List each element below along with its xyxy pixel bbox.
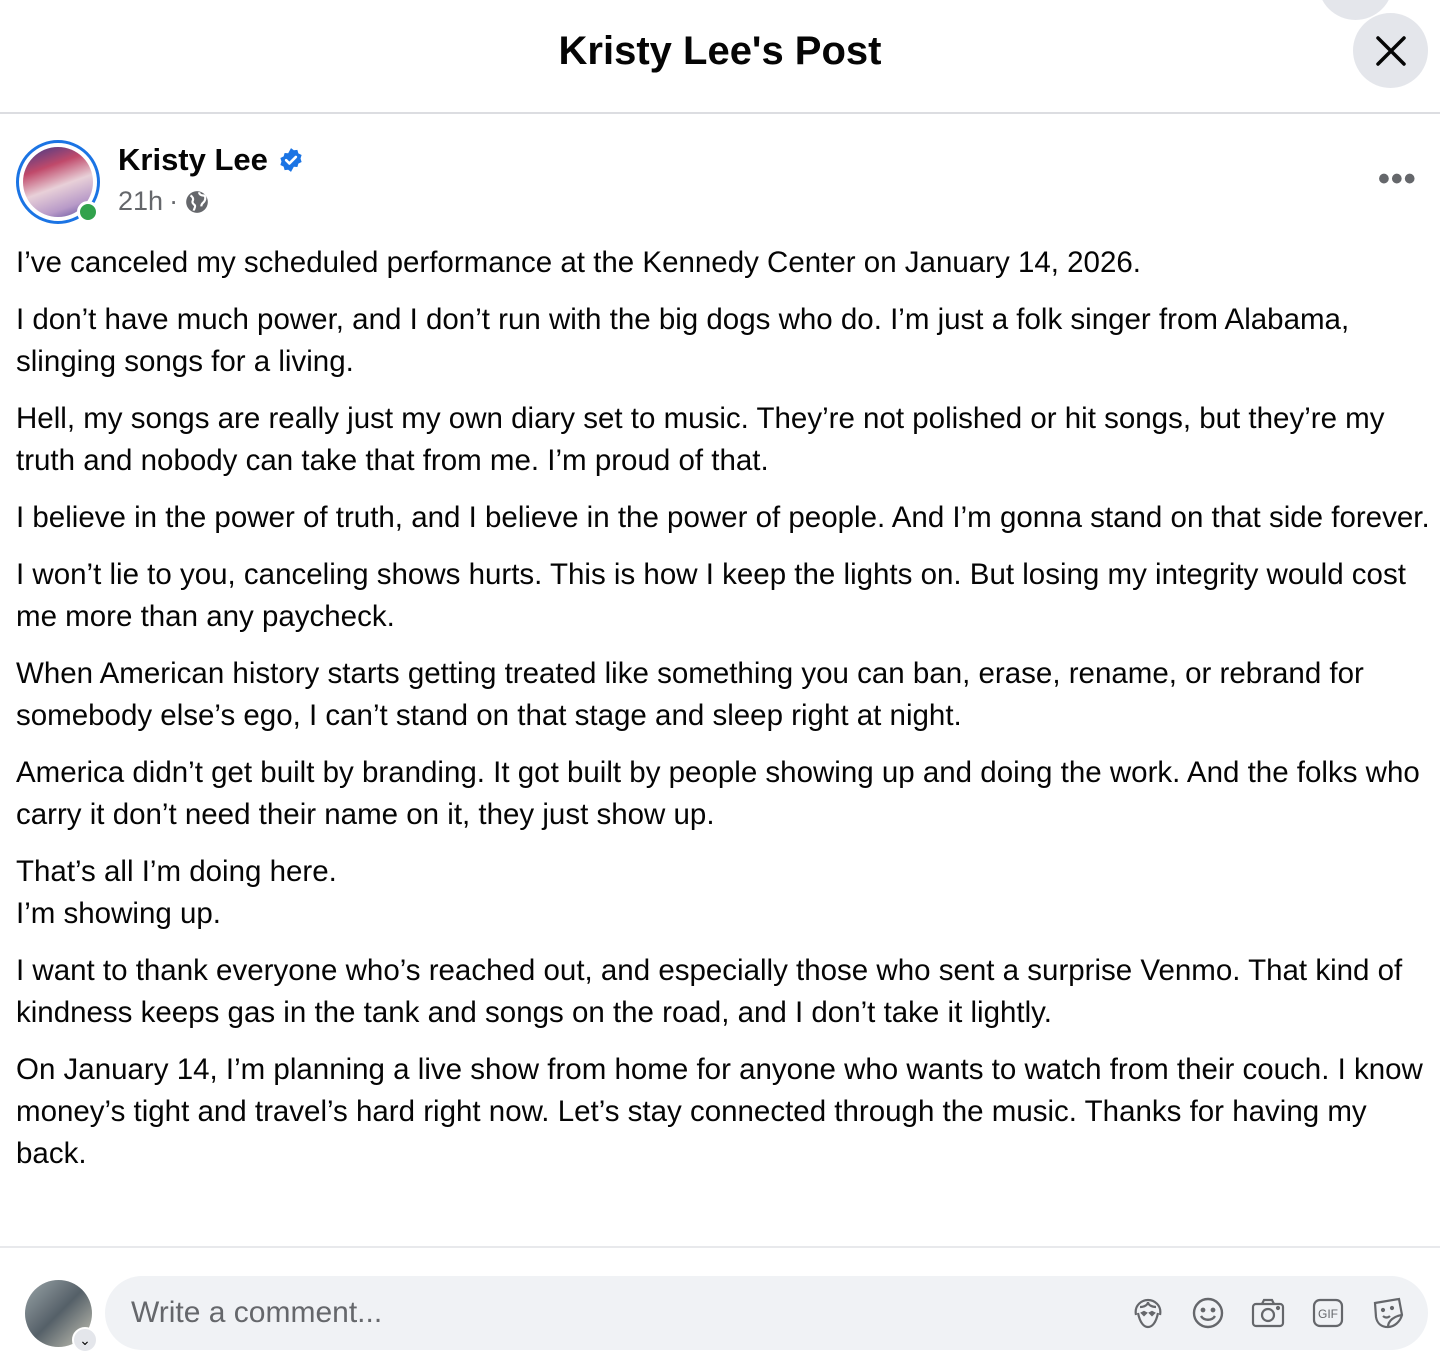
more-options-button[interactable]: •••	[1378, 160, 1417, 198]
chevron-down-icon[interactable]: ⌄	[72, 1327, 98, 1353]
post-paragraph: I want to thank everyone who’s reached out, and especially those who sent a surprise Venmo. That kind of kindness keeps gas in the tank and songs on the road, and I don’t take it lightly.	[16, 954, 1403, 1029]
post-paragraph: America didn’t get built by branding. It got built by people showing up and doing the work. And the folks who carry it don’t need their name on it, they just show up.	[16, 756, 1420, 831]
divider	[0, 1246, 1440, 1248]
camera-icon[interactable]	[1250, 1295, 1286, 1331]
online-indicator	[77, 201, 99, 223]
post-paragraph: That’s all I’m doing here. I’m showing up.	[16, 855, 337, 930]
avatar-sticker-icon[interactable]	[1130, 1295, 1166, 1331]
post-paragraph: When American history starts getting treated like something you can ban, erase, rename, or rebrand for somebody else’s ego, I can’t stand on that stage and sleep right at night.	[16, 657, 1364, 732]
current-user-avatar[interactable]	[25, 1280, 92, 1347]
comment-box	[105, 1276, 1428, 1350]
sticker-icon[interactable]	[1370, 1295, 1406, 1331]
post-paragraph: Hell, my songs are really just my own diary set to music. They’re not polished or hit songs, but they’re my truth and nobody can take that from me. I’m proud of that.	[16, 402, 1385, 477]
post-paragraph: I believe in the power of truth, and I believe in the power of people. And I’m gonna stand on that side forever.	[16, 501, 1430, 534]
gif-icon[interactable]	[1310, 1295, 1346, 1331]
page-title: Kristy Lee's Post	[558, 28, 882, 73]
post-paragraph: I won’t lie to you, canceling shows hurts. This is how I keep the lights on. But losing my integrity would cost me more than any paycheck.	[16, 558, 1406, 633]
close-icon	[1375, 35, 1407, 67]
verified-badge-icon	[278, 147, 304, 173]
post-time[interactable]: 21h	[118, 186, 164, 216]
globe-icon	[184, 189, 210, 215]
emoji-icon[interactable]	[1190, 1295, 1226, 1331]
post-body	[16, 242, 1440, 1190]
author-name[interactable]: Kristy Lee	[118, 142, 268, 177]
post-header	[0, 0, 1440, 114]
post-paragraph: I’ve canceled my scheduled performance at the Kennedy Center on January 14, 2026.	[16, 246, 1141, 279]
close-button[interactable]	[1353, 13, 1428, 88]
svg-text:GIF: GIF	[1318, 1307, 1338, 1321]
avatar[interactable]	[16, 140, 100, 224]
separator: ·	[169, 186, 179, 216]
post-author	[16, 140, 304, 224]
comment-input[interactable]	[131, 1296, 1130, 1330]
post-paragraph: I don’t have much power, and I don’t run with the big dogs who do. I’m just a folk singer from Alabama, slinging songs for a living.	[16, 303, 1350, 378]
post-paragraph: On January 14, I’m planning a live show from home for anyone who wants to watch from their couch. I know money’s tight and travel’s hard right now. Let’s stay connected through the music. Thanks for having my back.	[16, 1053, 1423, 1170]
